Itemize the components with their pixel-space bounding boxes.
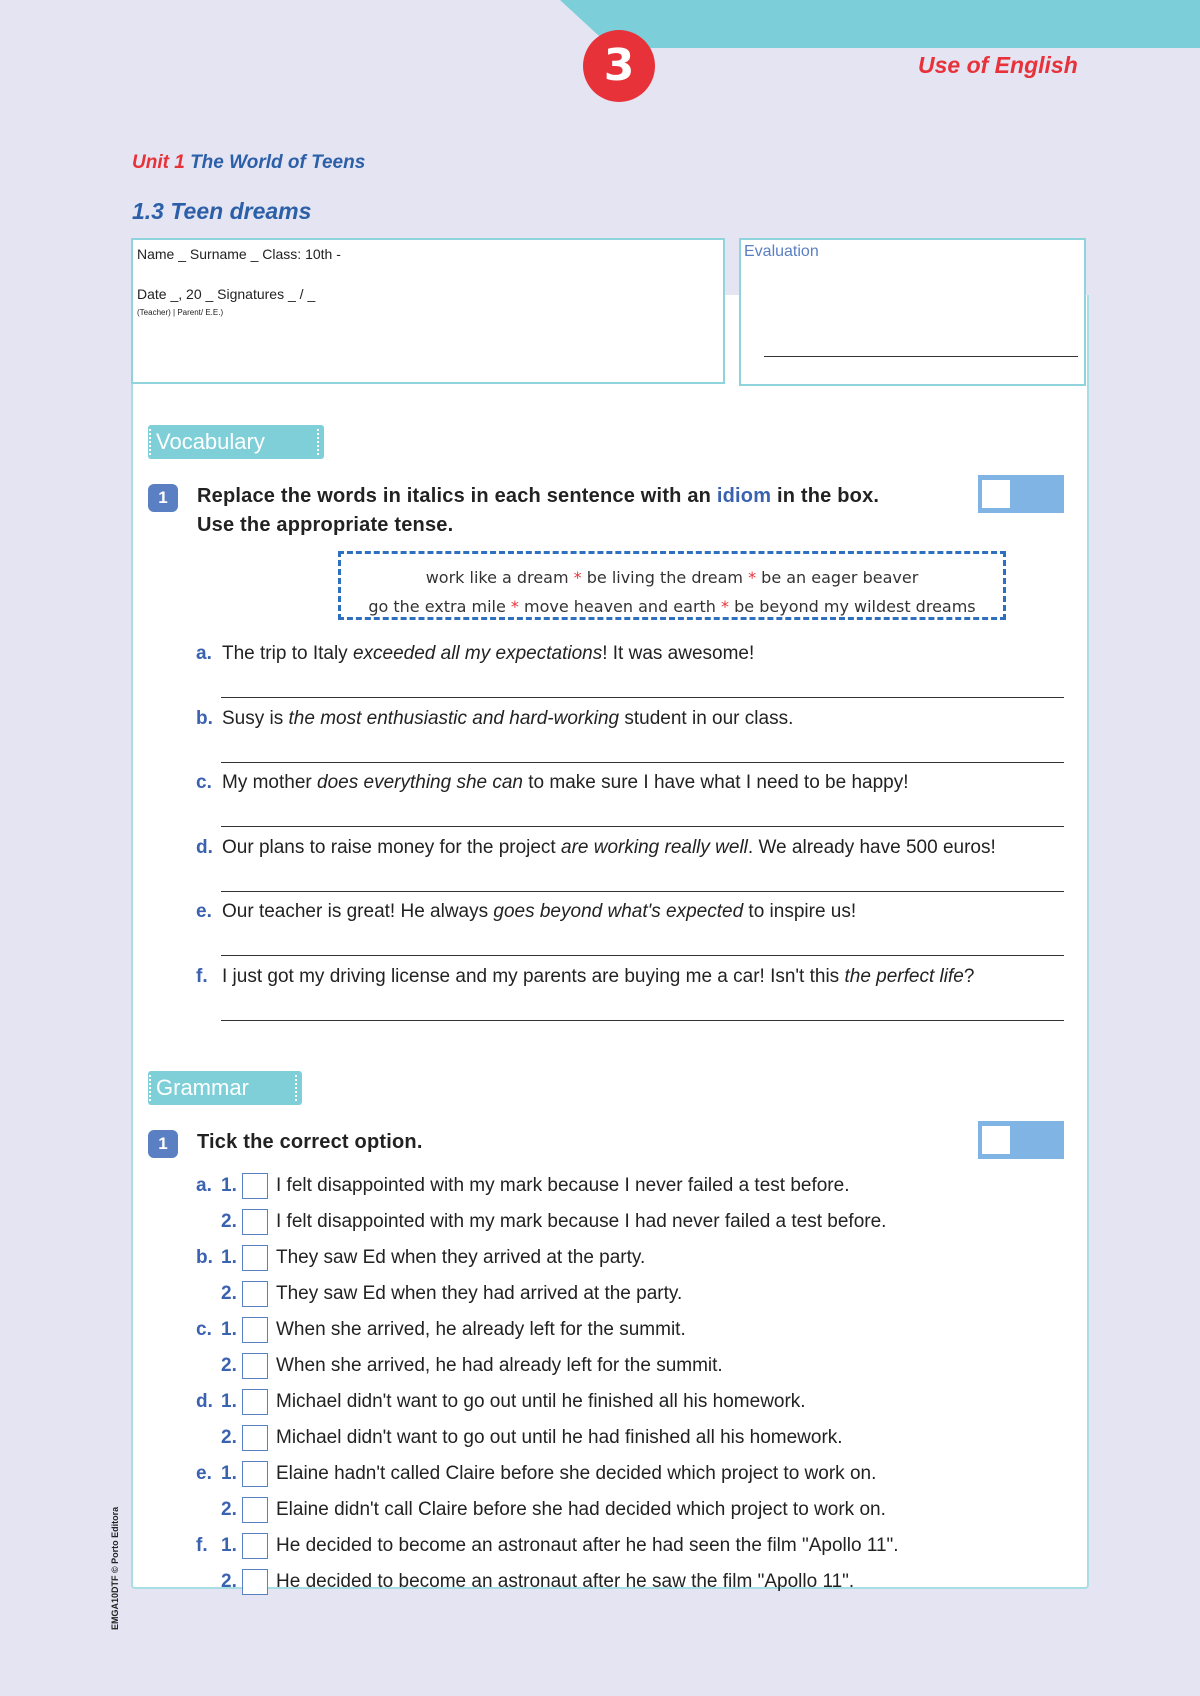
separator-star: * xyxy=(748,568,757,587)
grammar-score-box xyxy=(978,1121,1064,1159)
question-letter: e. xyxy=(196,901,212,922)
tick-checkbox[interactable] xyxy=(242,1353,268,1379)
idiom-line-2 xyxy=(341,597,1003,616)
question-letter: d. xyxy=(196,836,213,858)
option-number: 1. xyxy=(221,1535,237,1556)
question-letter: c. xyxy=(196,772,212,793)
unit-name: The World of Teens xyxy=(190,152,366,173)
question-letter: a. xyxy=(196,643,212,664)
option-number: 1. xyxy=(221,1175,237,1196)
evaluation-line xyxy=(764,356,1078,357)
tick-checkbox[interactable] xyxy=(242,1281,268,1307)
option-number: 2. xyxy=(221,1499,237,1520)
tick-checkbox[interactable] xyxy=(242,1389,268,1415)
grammar-option xyxy=(196,1499,1076,1525)
option-number: 2. xyxy=(221,1211,237,1232)
tick-checkbox[interactable] xyxy=(242,1209,268,1235)
option-text: They saw Ed when they had arrived at the party. xyxy=(276,1283,683,1304)
question-text: ? xyxy=(963,965,975,987)
option-number: 1. xyxy=(221,1247,237,1268)
idiom: go the extra mile xyxy=(368,597,506,616)
item-letter: b. xyxy=(196,1247,213,1268)
italic-phrase: goes beyond what's expected xyxy=(493,901,744,922)
option-text: When she arrived, he had already left for the summit. xyxy=(276,1355,723,1376)
instruction-highlight: idiom xyxy=(716,485,772,507)
question-letter: b. xyxy=(196,707,213,729)
option-text: I felt disappointed with my mark because I had never failed a test before. xyxy=(276,1211,887,1232)
vocabulary-question xyxy=(196,772,909,794)
grammar-option xyxy=(196,1247,1076,1273)
tick-checkbox[interactable] xyxy=(242,1461,268,1487)
idiom: be living the dream xyxy=(586,568,743,587)
grammar-option xyxy=(196,1175,1076,1201)
answer-line[interactable] xyxy=(221,697,1064,698)
tick-checkbox[interactable] xyxy=(242,1569,268,1595)
vocabulary-score-box xyxy=(978,475,1064,513)
student-info-box xyxy=(131,238,725,384)
option-number: 2. xyxy=(221,1355,237,1376)
answer-line[interactable] xyxy=(221,762,1064,763)
item-letter: e. xyxy=(196,1463,212,1484)
lesson-title: 1.3 Teen dreams xyxy=(132,198,312,224)
chapter-badge: 3 xyxy=(583,30,655,102)
question-text: Our plans to raise money for the project xyxy=(222,836,561,858)
unit-number: Unit 1 xyxy=(132,152,185,173)
question-text: to make sure I have what I need to be happy! xyxy=(523,772,909,793)
question-text: student in our class. xyxy=(619,707,794,729)
instruction-part-b: in the box. xyxy=(771,485,880,507)
date-signature-row: Date _, 20 _ Signatures _ / _ xyxy=(137,286,316,302)
option-text: Michael didn't want to go out until he had finished all his homework. xyxy=(276,1427,843,1448)
idiom: be beyond my wildest dreams xyxy=(734,597,976,616)
tick-checkbox[interactable] xyxy=(242,1245,268,1271)
item-letter: c. xyxy=(196,1319,212,1340)
vocabulary-question xyxy=(196,643,754,665)
option-text: They saw Ed when they arrived at the party. xyxy=(276,1247,646,1268)
unit-heading xyxy=(132,152,365,174)
tick-checkbox[interactable] xyxy=(242,1425,268,1451)
score-input[interactable] xyxy=(982,1126,1010,1154)
grammar-option xyxy=(196,1355,1076,1381)
answer-line[interactable] xyxy=(221,826,1064,827)
question-text: ! It was awesome! xyxy=(602,643,755,664)
item-letter: a. xyxy=(196,1175,212,1196)
vocabulary-instruction xyxy=(197,485,879,508)
instruction-part-a: Replace the words in italics in each sentence with an xyxy=(197,485,717,507)
name-class-row: Name _ Surname _ Class: 10th - xyxy=(137,246,341,262)
score-input[interactable] xyxy=(982,480,1010,508)
grammar-option xyxy=(196,1319,1076,1345)
tick-checkbox[interactable] xyxy=(242,1497,268,1523)
grammar-option xyxy=(196,1283,1076,1309)
item-letter: d. xyxy=(196,1391,213,1412)
answer-line[interactable] xyxy=(221,1020,1064,1021)
vocabulary-tab: Vocabulary xyxy=(148,425,324,459)
option-text: He decided to become an astronaut after he saw the film "Apollo 11". xyxy=(276,1571,855,1592)
question-text: I just got my driving license and my parents are buying me a car! Isn't this xyxy=(222,965,845,987)
separator-star: * xyxy=(721,597,730,616)
option-number: 2. xyxy=(221,1427,237,1448)
option-number: 2. xyxy=(221,1571,237,1592)
section-title: Use of English xyxy=(918,52,1078,78)
italic-phrase: exceeded all my expectations xyxy=(352,643,603,664)
answer-line[interactable] xyxy=(221,955,1064,956)
question-letter: f. xyxy=(196,965,208,987)
grammar-option xyxy=(196,1535,1076,1561)
option-text: Elaine hadn't called Claire before she decided which project to work on. xyxy=(276,1463,877,1484)
signature-caption: (Teacher) | Parent/ E.E.) xyxy=(137,308,224,317)
item-letter: f. xyxy=(196,1535,208,1556)
vocabulary-exercise-number: 1 xyxy=(148,484,178,512)
option-number: 1. xyxy=(221,1319,237,1340)
option-number: 1. xyxy=(221,1463,237,1484)
separator-star: * xyxy=(573,568,582,587)
grammar-option xyxy=(196,1391,1076,1417)
evaluation-box xyxy=(739,238,1086,386)
tick-checkbox[interactable] xyxy=(242,1317,268,1343)
vocabulary-question xyxy=(196,901,856,923)
tick-checkbox[interactable] xyxy=(242,1533,268,1559)
grammar-option xyxy=(196,1571,1076,1597)
option-text: He decided to become an astronaut after he had seen the film "Apollo 11". xyxy=(276,1535,899,1556)
tick-checkbox[interactable] xyxy=(242,1173,268,1199)
option-number: 2. xyxy=(221,1283,237,1304)
answer-line[interactable] xyxy=(221,891,1064,892)
question-text: . We already have 500 euros! xyxy=(747,836,996,858)
option-text: When she arrived, he already left for the summit. xyxy=(276,1319,686,1340)
question-text: The trip to Italy xyxy=(222,643,353,664)
separator-star: * xyxy=(510,597,519,616)
grammar-tab: Grammar xyxy=(148,1071,302,1105)
vocabulary-question xyxy=(196,708,793,730)
question-text: Our teacher is great! He always xyxy=(222,901,494,922)
grammar-option xyxy=(196,1211,1076,1237)
italic-phrase: the perfect life xyxy=(844,965,964,987)
grammar-option xyxy=(196,1427,1076,1453)
idiom-box xyxy=(338,551,1006,620)
option-text: I felt disappointed with my mark because I never failed a test before. xyxy=(276,1175,850,1196)
grammar-instruction: Tick the correct option. xyxy=(197,1131,423,1153)
idiom: work like a dream xyxy=(425,568,569,587)
question-text: Susy is xyxy=(222,707,289,729)
idiom: be an eager beaver xyxy=(761,568,919,587)
question-text: My mother xyxy=(222,772,318,793)
option-number: 1. xyxy=(221,1391,237,1412)
idiom-line-1 xyxy=(341,568,1003,587)
evaluation-label: Evaluation xyxy=(744,243,819,260)
question-text: to inspire us! xyxy=(743,901,857,922)
vocabulary-question xyxy=(196,966,974,988)
option-text: Elaine didn't call Claire before she had decided which project to work on. xyxy=(276,1499,886,1520)
vocabulary-instruction-line2: Use the appropriate tense. xyxy=(197,514,454,536)
italic-phrase: does everything she can xyxy=(317,772,523,793)
grammar-option xyxy=(196,1463,1076,1489)
copyright-note: EMGA10DTF © Porto Editora xyxy=(110,1506,120,1630)
italic-phrase: are working really well xyxy=(561,836,748,858)
idiom: move heaven and earth xyxy=(524,597,716,616)
italic-phrase: the most enthusiastic and hard-working xyxy=(288,707,620,729)
grammar-exercise-number: 1 xyxy=(148,1130,178,1158)
vocabulary-question xyxy=(196,837,996,859)
option-text: Michael didn't want to go out until he finished all his homework. xyxy=(276,1391,806,1412)
